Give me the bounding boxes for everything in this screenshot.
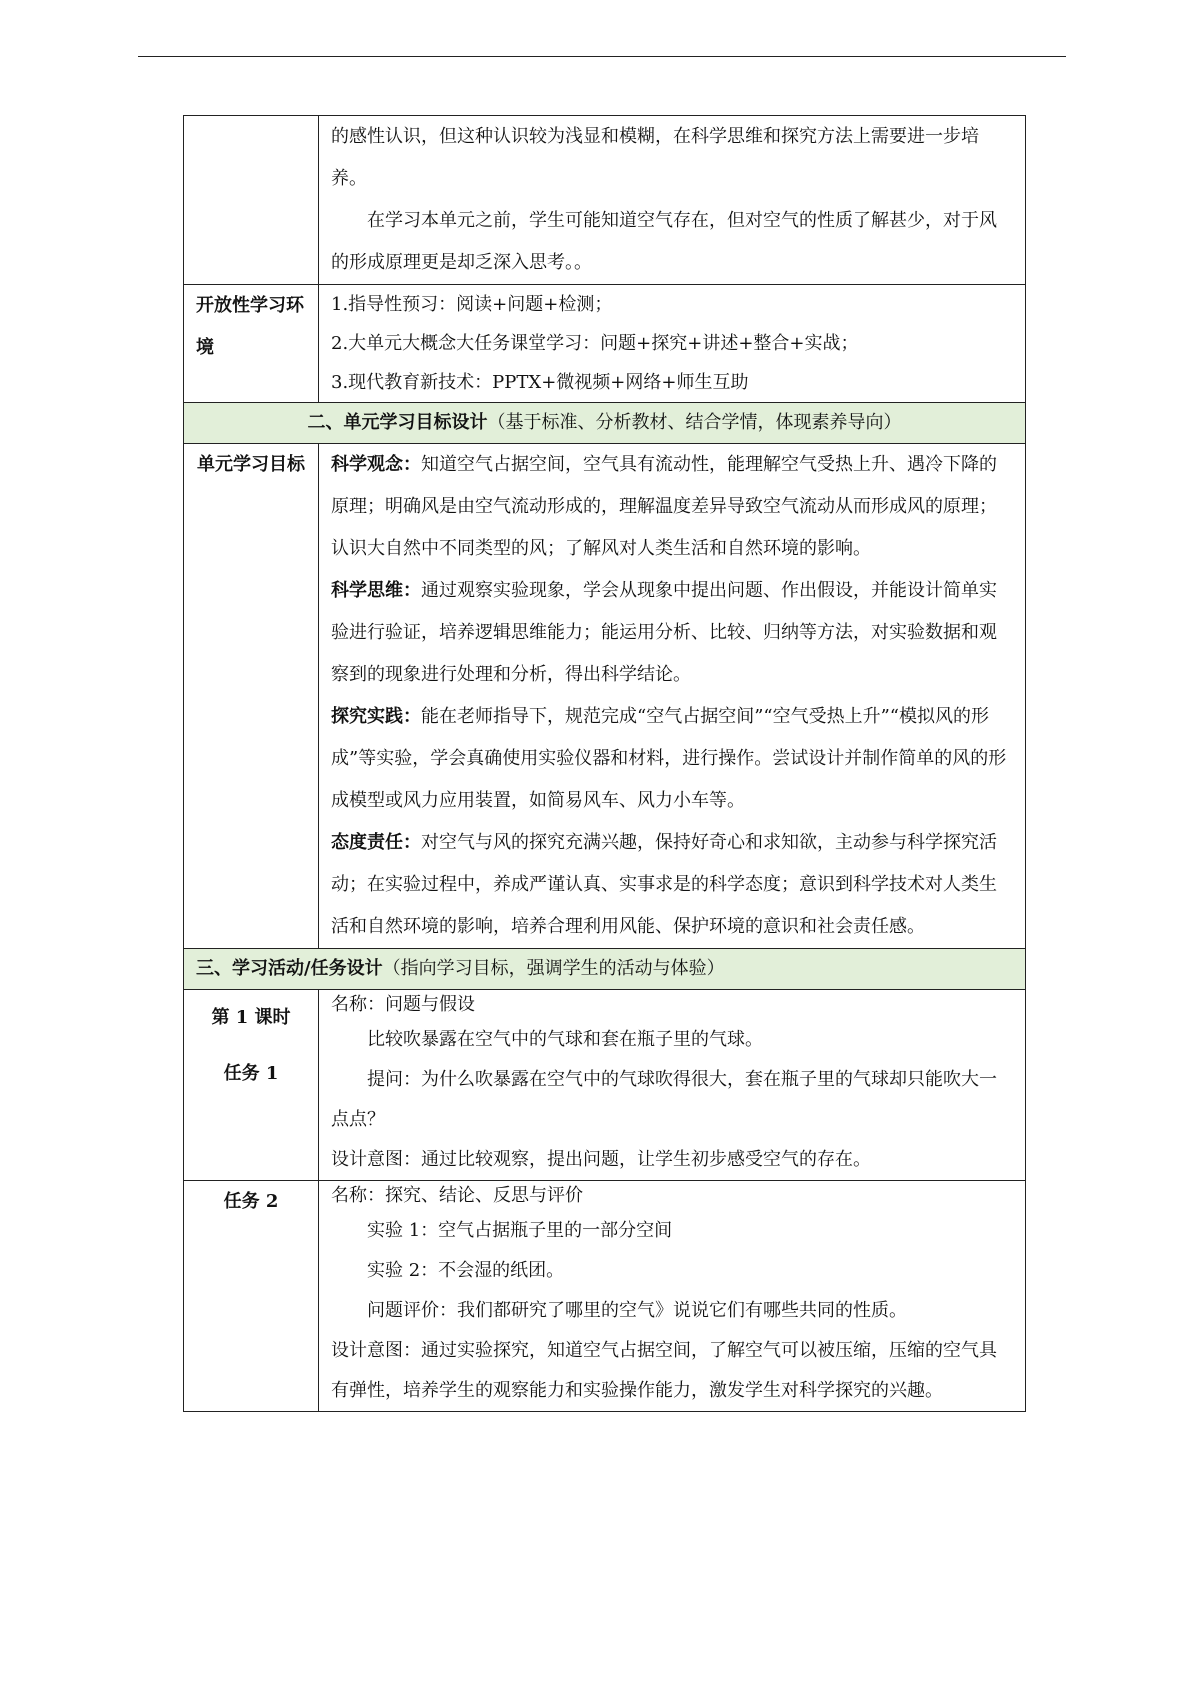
task1-content-cell: [319, 990, 1026, 1181]
goal-science-concept: [331, 444, 1013, 570]
context-row: [184, 116, 1026, 285]
environment-row: [184, 285, 1026, 403]
goal-inquiry-practice-text: 能在老师指导下，规范完成“空气占据空间”“空气受热上升”“模拟风的形成”等实验，学会真确使用实验仪器和材料，进行操作。尝试设计并制作简单的风的形成模型或风力应用装置，如简易风车、风力小车等。: [331, 706, 1007, 811]
task2-intent: 设计意图：通过实验探究，知道空气占据空间，了解空气可以被压缩，压缩的空气具有弹性，培养学生的观察能力和实验操作能力，激发学生对科学探究的兴趣。: [331, 1340, 997, 1401]
environment-content-cell: [319, 285, 1026, 403]
task1-task-label: 任务 1: [223, 1063, 279, 1084]
task1-row: [184, 990, 1026, 1181]
task1-line-2: 提问：为什么吹暴露在空气中的气球吹得很大，套在瓶子里的气球却只能吹大一点点？: [331, 1069, 997, 1130]
task2-name: 名称：探究、结论、反思与评价: [331, 1185, 583, 1206]
context-paragraph-2: 在学习本单元之前，学生可能知道空气存在，但对空气的性质了解甚少，对于风的形成原理更是却乏深入思考。。: [331, 210, 997, 273]
section3-title: 三、学习活动/任务设计: [196, 958, 383, 979]
goal-attitude-heading: 态度责任：: [331, 832, 421, 853]
environment-item-1: 1.指导性预习：阅读+问题+检测；: [331, 294, 613, 315]
section3-header-cell: [184, 949, 1026, 990]
context-paragraph-1: 的感性认识，但这种认识较为浅显和模糊，在科学思维和探究方法上需要进一步培养。: [331, 126, 979, 189]
section2-header-cell: [184, 403, 1026, 444]
section2-note: （基于标准、分析教材、结合学情，体现素养导向）: [487, 412, 902, 433]
goal-science-thinking-heading: 科学思维：: [331, 580, 421, 601]
task2-content-cell: [319, 1181, 1026, 1412]
task2-exp2: 实验 2：不会湿的纸团。: [367, 1260, 565, 1281]
goal-inquiry-practice-heading: 探究实践：: [331, 706, 421, 727]
goals-row: [184, 444, 1026, 949]
task1-intent: 设计意图：通过比较观察，提出问题，让学生初步感受空气的存在。: [331, 1149, 871, 1170]
section2-title: 二、单元学习目标设计: [307, 412, 488, 433]
task2-eval: 问题评价：我们都研究了哪里的空气》说说它们有哪些共同的性质。: [367, 1300, 907, 1321]
task2-row: [184, 1181, 1026, 1412]
context-content-cell: [319, 116, 1026, 285]
goal-attitude-text: 对空气与风的探究充满兴趣，保持好奇心和求知欲，主动参与科学探究活动；在实验过程中，养成严谨认真、实事求是的科学态度；意识到科学技术对人类生活和自然环境的影响，培养合理利用风能、保护环境的意识和社会责任感。: [331, 832, 997, 937]
goal-science-thinking: [331, 570, 1013, 696]
section3-header-row: [184, 949, 1026, 990]
task2-exp1: 实验 1：空气占据瓶子里的一部分空间: [367, 1220, 673, 1241]
task1-label-cell: [184, 990, 319, 1181]
task1-name: 名称：问题与假设: [331, 994, 475, 1015]
goal-inquiry-practice: [331, 696, 1013, 822]
environment-item-2: 2.大单元大概念大任务课堂学习：问题+探究+讲述+整合+实战；: [331, 333, 859, 354]
environment-label: 开放性学习环境: [184, 285, 319, 403]
goal-attitude: [331, 822, 1013, 948]
section3-note: （指向学习目标，强调学生的活动与体验）: [382, 958, 725, 979]
goal-science-thinking-text: 通过观察实验现象，学会从现象中提出问题、作出假设，并能设计简单实验进行验证，培养逻辑思维能力；能运用分析、比较、归纳等方法，对实验数据和观察到的现象进行处理和分析，得出科学结论。: [331, 580, 997, 685]
header-rule: [138, 56, 1066, 57]
goal-science-concept-text: 知道空气占据空间，空气具有流动性，能理解空气受热上升、遇冷下降的原理；明确风是由空气流动形成的，理解温度差异导致空气流动从而形成风的原理；认识大自然中不同类型的风；了解风对人类生活和自然环境的影响。: [331, 454, 997, 559]
task1-line-1: 比较吹暴露在空气中的气球和套在瓶子里的气球。: [367, 1029, 763, 1050]
goals-content-cell: [319, 444, 1026, 949]
goal-science-concept-heading: 科学观念：: [331, 454, 421, 475]
lesson-plan-table: [183, 115, 1026, 1412]
task1-lesson-label: 第 1 课时: [211, 1007, 291, 1028]
environment-item-3: 3.现代教育新技术：PPTX+微视频+网络+师生互助: [331, 372, 749, 393]
section2-header-row: [184, 403, 1026, 444]
context-label-cell: [184, 116, 319, 285]
task2-label: 任务 2: [184, 1181, 319, 1412]
goals-label: 单元学习目标: [184, 444, 319, 949]
